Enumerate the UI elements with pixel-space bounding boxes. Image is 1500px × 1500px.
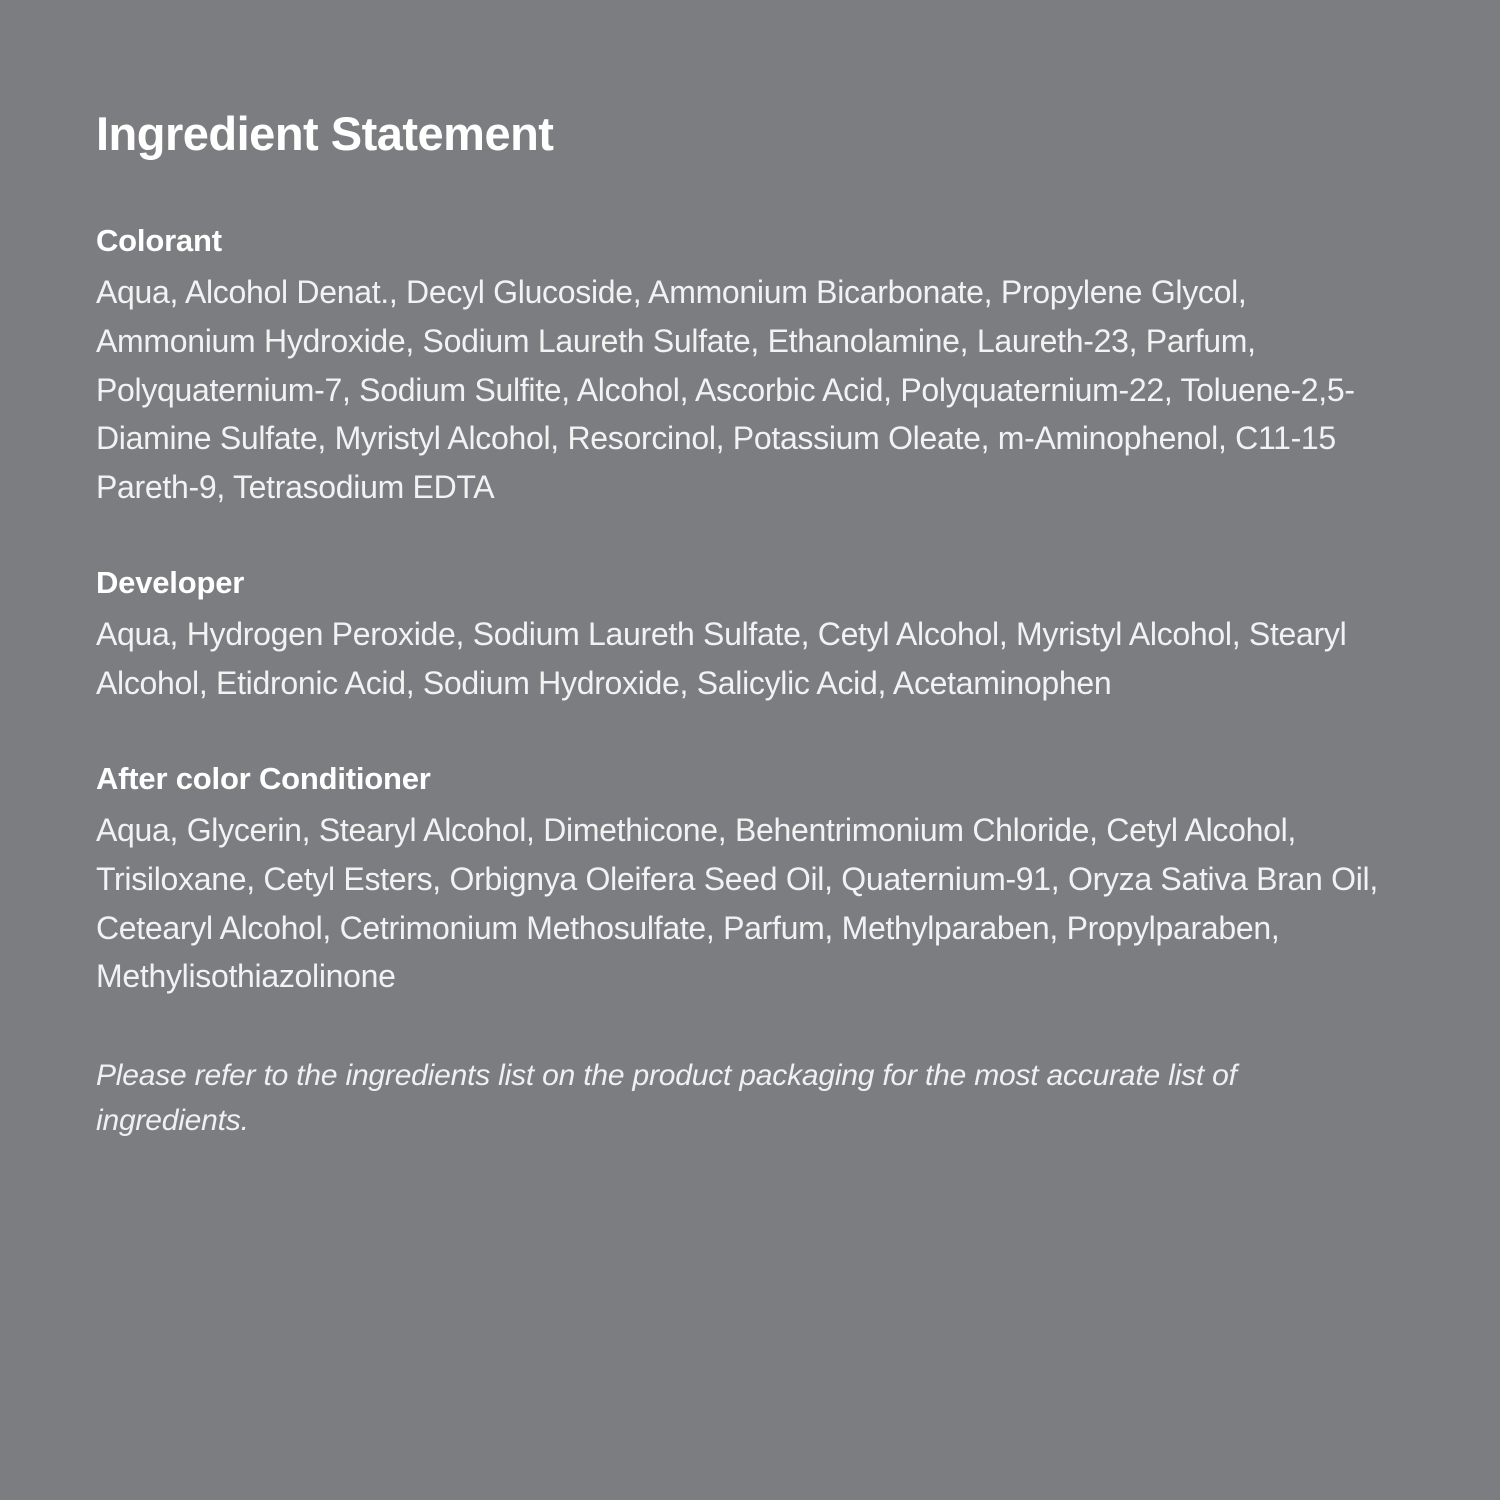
disclaimer-text: Please refer to the ingredients list on the product packaging for the most accurate list of ingredients. [96, 1058, 1237, 1137]
section-colorant [96, 222, 1404, 512]
section-heading-colorant: Colorant [96, 222, 222, 258]
section-body-after-color-conditioner: Aqua, Glycerin, Stearyl Alcohol, Dimethicone, Behentrimonium Chloride, Cetyl Alcohol, Trisiloxane, Cetyl Esters, Orbignya Oleifera Seed Oil, Quaternium-91, Oryza Sativa Bran Oil, Cetearyl Alcohol, Cetrimonium Methosulfate, Parfum, Methylparaben, Propylparaben, Methylisothiazolinone [96, 812, 1378, 995]
section-body-colorant: Aqua, Alcohol Denat., Decyl Glucoside, Ammonium Bicarbonate, Propylene Glycol, Ammonium Hydroxide, Sodium Laureth Sulfate, Ethanolamine, Laureth-23, Parfum, Polyquaternium-7, Sodium Sulfite, Alcohol, Ascorbic Acid, Polyquaternium-22, Toluene-2,5-Diamine Sulfate, Myristyl Alcohol, Resorcinol, Potassium Oleate, m-Aminophenol, C11-15 Pareth-9, Tetrasodium EDTA [96, 274, 1355, 505]
section-heading-after-color-conditioner: After color Conditioner [96, 760, 431, 796]
page-title: Ingredient Statement [96, 107, 554, 160]
section-heading-developer: Developer [96, 564, 245, 600]
section-body-developer: Aqua, Hydrogen Peroxide, Sodium Laureth Sulfate, Cetyl Alcohol, Myristyl Alcohol, Stearyl Alcohol, Etidronic Acid, Sodium Hydroxide, Salicylic Acid, Acetaminophen [96, 616, 1347, 701]
section-developer [96, 564, 1404, 708]
section-after-color-conditioner [96, 760, 1404, 1001]
